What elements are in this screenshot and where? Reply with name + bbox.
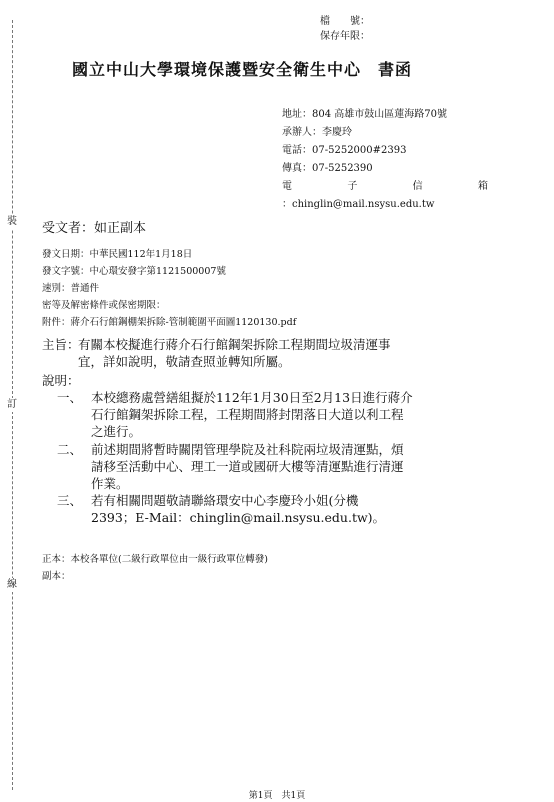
handler: 承辦人：李慶玲	[282, 127, 352, 138]
explanation-item-text: 前述期間將暫時關閉管理學院及社科院兩垃圾清運點，煩 請移至活動中心、理工一道或國研大樓等清運點進行清運 作業。	[91, 442, 404, 491]
document-title: 國立中山大學環境保護暨安全衛生中心 書函	[72, 60, 413, 79]
recipient: 受文者：如正副本	[42, 221, 147, 236]
page-footer: 第1頁 共1頁	[248, 791, 306, 801]
binding-mark-ding: 訂	[7, 399, 17, 410]
binding-mark-zhuang: 裝	[7, 216, 17, 227]
address: 地址：804 高雄市鼓山區蓮海路70號	[282, 109, 447, 120]
distribution-main: 正本：本校各單位(二級行政單位由一級行政單位轉發)	[42, 554, 268, 565]
distribution-copy: 副本：	[42, 571, 71, 582]
email: ：chinglin@mail.nsysu.edu.tw	[282, 199, 435, 210]
fax: 傳真：07-5252390	[282, 163, 373, 174]
subject-text: 有關本校擬進行蔣介石行館鋼架拆除工程期間垃圾清運事 宜，詳如說明，敬請查照並轉知所屬。	[78, 337, 391, 369]
file-number-label: 檔 號：	[320, 16, 370, 27]
retention-label: 保存年限：	[320, 31, 370, 42]
subject-label: 主旨：	[42, 337, 80, 352]
doc-meta	[42, 246, 296, 331]
contact-block	[282, 106, 488, 214]
binding-mark-xian: 線	[7, 579, 17, 590]
issue-date: 發文日期：中華民國112年1月18日	[42, 249, 193, 260]
explanation-label: 說明：	[42, 373, 80, 388]
file-meta	[320, 14, 370, 44]
email-label: 電 子 信 箱	[282, 181, 488, 192]
distribution	[42, 551, 268, 585]
security-level: 密等及解密條件或保密期限：	[42, 300, 166, 311]
speed: 速別：普通件	[42, 283, 100, 294]
explanation-item-number: 一、	[57, 390, 83, 405]
issue-number: 發文字號：中心環安發字第1121500007號	[42, 266, 226, 277]
explanation-item-number: 三、	[57, 493, 83, 508]
attachment: 附件：蔣介石行館鋼棚架拆除-管制範圍平面圖1120130.pdf	[42, 317, 297, 328]
explanation-item-text: 本校總務處營繕組擬於112年1月30日至2月13日進行蔣介 石行館鋼架拆除工程，工程期間將封閉落日大道以利工程 之進行。	[91, 390, 413, 439]
phone: 電話：07-5252000#2393	[282, 145, 407, 156]
explanation-item-number: 二、	[57, 442, 83, 457]
explanation-item-text: 若有相關問題敬請聯絡環安中心李慶玲小姐(分機 2393；E-Mail：chinglin@mail.nsysu.edu.tw)。	[91, 493, 386, 525]
